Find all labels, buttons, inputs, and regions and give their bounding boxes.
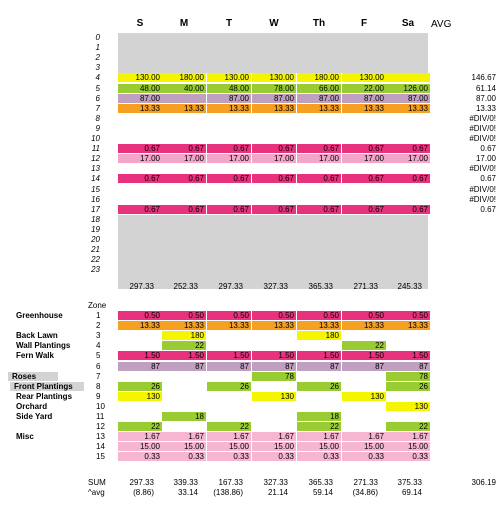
- row-number: 15: [91, 184, 100, 194]
- row-average: [440, 245, 498, 254]
- row-average: 0.67: [480, 204, 496, 214]
- delta-avg-value: 59.14: [312, 488, 333, 497]
- zone-cell[interactable]: 0.33: [252, 452, 296, 461]
- sum-value: 339.33: [173, 478, 198, 487]
- zone-label: Wall Plantings: [16, 341, 71, 351]
- zone-cell[interactable]: 0.50: [386, 311, 430, 320]
- value-cell[interactable]: 87.00: [118, 94, 162, 103]
- value-cell[interactable]: 13.33: [207, 104, 251, 113]
- row-number: 4: [95, 73, 100, 83]
- zone-cell[interactable]: 78: [386, 372, 430, 381]
- zone-cell[interactable]: 1.67: [297, 432, 341, 441]
- value-cell[interactable]: 0.67: [162, 205, 206, 214]
- zone-number: 15: [96, 452, 105, 462]
- value-cell[interactable]: 0.67: [342, 144, 386, 153]
- value-cell[interactable]: 17.00: [252, 154, 296, 163]
- row-average: 0.67: [480, 174, 496, 184]
- value-cell[interactable]: 13.33: [162, 104, 206, 113]
- delta-avg-value: 69.14: [401, 488, 422, 497]
- zone-cell[interactable]: 0.33: [207, 452, 251, 461]
- row-number: 21: [91, 245, 100, 255]
- delta-avg-value: 33.14: [177, 488, 198, 497]
- column-total: 365.33: [308, 282, 333, 291]
- row-number: 16: [91, 194, 100, 204]
- zone-cell[interactable]: 87: [118, 362, 162, 371]
- zone-number: 4: [96, 341, 101, 351]
- zone-cell[interactable]: 0.50: [118, 311, 162, 320]
- sum-value: 167.33: [218, 478, 243, 487]
- zone-cell[interactable]: 1.50: [207, 351, 251, 360]
- value-cell[interactable]: 40.00: [162, 84, 206, 93]
- value-cell[interactable]: 130.00: [118, 73, 162, 82]
- sum-value: 365.33: [308, 478, 333, 487]
- row-average: [440, 265, 498, 274]
- zone-number: 9: [96, 391, 101, 401]
- value-cell[interactable]: 13.33: [118, 104, 162, 113]
- row-number: 10: [91, 134, 100, 143]
- zone-number: 5: [96, 351, 101, 361]
- value-cell[interactable]: 87.00: [386, 94, 430, 103]
- zone-cell[interactable]: 15.00: [252, 442, 296, 451]
- value-cell[interactable]: 87.00: [342, 94, 386, 103]
- day-header-w: W: [269, 18, 279, 29]
- zone-number: 13: [96, 432, 105, 442]
- value-cell[interactable]: 48.00: [207, 84, 251, 93]
- delta-avg-value: (138.86): [213, 488, 243, 497]
- value-cell[interactable]: 0.67: [118, 144, 162, 153]
- zone-number: 3: [96, 331, 101, 341]
- value-cell[interactable]: 0.67: [207, 174, 251, 183]
- delta-avg-label: ^avg: [88, 488, 105, 497]
- zone-cell[interactable]: 1.50: [342, 351, 386, 360]
- value-cell[interactable]: 13.33: [252, 104, 296, 113]
- zone-cell[interactable]: 13.33: [162, 321, 206, 330]
- row-number: 5: [95, 83, 100, 93]
- zone-cell[interactable]: 22: [342, 341, 386, 350]
- zone-header: Zone: [88, 301, 107, 310]
- zone-cell[interactable]: 87: [252, 362, 296, 371]
- row-number: 9: [95, 123, 100, 133]
- day-header-th: Th: [312, 18, 326, 29]
- zone-cell[interactable]: 87: [207, 362, 251, 371]
- value-cell[interactable]: 130.00: [342, 73, 386, 82]
- zone-label: Orchard: [16, 401, 48, 411]
- row-number: 0: [95, 33, 100, 42]
- zone-cell[interactable]: 1.67: [207, 432, 251, 441]
- zone-cell[interactable]: 1.67: [162, 432, 206, 441]
- row-average: #DIV/0!: [469, 113, 496, 123]
- value-cell[interactable]: 87.00: [297, 94, 341, 103]
- zone-number: 1: [96, 311, 101, 320]
- column-total: 271.33: [353, 282, 378, 291]
- zone-label: Side Yard: [16, 412, 53, 421]
- zone-cell[interactable]: 78: [252, 372, 296, 381]
- zone-label: Greenhouse: [16, 311, 63, 320]
- value-cell[interactable]: 17.00: [297, 154, 341, 163]
- value-cell[interactable]: 17.00: [118, 154, 162, 163]
- row-number: 17: [91, 204, 100, 214]
- zone-label: Front Plantings: [10, 382, 84, 391]
- row-average: [440, 33, 498, 42]
- zone-cell[interactable]: 87: [386, 362, 430, 371]
- value-cell[interactable]: 0.67: [118, 174, 162, 183]
- value-cell[interactable]: 0.67: [207, 144, 251, 153]
- column-total: 297.33: [129, 282, 154, 291]
- row-number: 19: [91, 224, 100, 234]
- zone-cell[interactable]: 26: [118, 382, 162, 391]
- zone-cell[interactable]: 180: [162, 331, 206, 340]
- zone-cell[interactable]: 22: [118, 422, 162, 431]
- zone-cell[interactable]: 180: [297, 331, 341, 340]
- zone-cell[interactable]: 130: [342, 392, 386, 401]
- value-cell[interactable]: 0.67: [297, 144, 341, 153]
- value-cell[interactable]: 0.67: [342, 205, 386, 214]
- zone-cell[interactable]: 0.33: [297, 452, 341, 461]
- row-average: [440, 215, 498, 224]
- row-average: 0.67: [480, 144, 496, 154]
- zone-cell[interactable]: 15.00: [342, 442, 386, 451]
- zone-cell[interactable]: 0.50: [297, 311, 341, 320]
- zone-cell[interactable]: 130: [252, 392, 296, 401]
- sum-label: SUM: [88, 478, 106, 487]
- value-cell[interactable]: 0.67: [342, 174, 386, 183]
- row-average: [440, 255, 498, 264]
- zone-cell[interactable]: 0.50: [342, 311, 386, 320]
- zone-cell[interactable]: 87: [297, 362, 341, 371]
- sum-average: 306.19: [471, 478, 496, 487]
- value-cell[interactable]: 126.00: [386, 84, 430, 93]
- zone-cell[interactable]: 15.00: [162, 442, 206, 451]
- zone-cell[interactable]: 15.00: [207, 442, 251, 451]
- value-cell[interactable]: 130.00: [207, 73, 251, 82]
- zone-cell[interactable]: 130: [386, 402, 430, 411]
- column-total: 252.33: [173, 282, 198, 291]
- row-number: 6: [95, 93, 100, 103]
- zone-number: 10: [96, 401, 105, 411]
- column-total: 297.33: [218, 282, 243, 291]
- value-cell[interactable]: 0.67: [162, 174, 206, 183]
- delta-avg-value: (8.86): [133, 488, 154, 497]
- value-cell[interactable]: 0.67: [386, 144, 430, 153]
- zone-cell[interactable]: 0.50: [252, 311, 296, 320]
- zone-number: 12: [96, 422, 105, 432]
- row-number: 18: [91, 214, 100, 224]
- sum-value: 327.33: [263, 478, 288, 487]
- day-header-t: T: [225, 18, 233, 29]
- row-number: 20: [91, 235, 100, 244]
- row-number: 1: [95, 43, 100, 53]
- zone-cell[interactable]: 13.33: [118, 321, 162, 330]
- value-cell[interactable]: 0.67: [118, 205, 162, 214]
- zone-label: Roses: [8, 372, 58, 381]
- sum-value: 297.33: [129, 478, 154, 487]
- zone-cell[interactable]: 15.00: [297, 442, 341, 451]
- zone-cell[interactable]: 22: [207, 422, 251, 431]
- day-header-f: F: [360, 18, 368, 29]
- gray-block-top: [118, 33, 428, 73]
- row-average: 17.00: [475, 154, 496, 164]
- value-cell[interactable]: 0.67: [162, 144, 206, 153]
- row-number: 23: [91, 265, 100, 275]
- zone-cell[interactable]: 26: [386, 382, 430, 391]
- zone-cell[interactable]: 0.33: [118, 452, 162, 461]
- zone-cell[interactable]: 22: [386, 422, 430, 431]
- zone-cell[interactable]: 13.33: [207, 321, 251, 330]
- zone-cell[interactable]: 1.50: [297, 351, 341, 360]
- value-cell[interactable]: 0.67: [386, 205, 430, 214]
- zone-cell[interactable]: 26: [297, 382, 341, 391]
- zone-label: Fern Walk: [16, 351, 54, 361]
- value-cell[interactable]: 17.00: [162, 154, 206, 163]
- gray-block-bottom: [118, 215, 428, 290]
- zone-cell[interactable]: 0.33: [342, 452, 386, 461]
- row-number: 22: [91, 255, 100, 265]
- day-header-s: S: [136, 18, 144, 29]
- zone-cell[interactable]: 22: [162, 341, 206, 350]
- value-cell[interactable]: 180.00: [162, 73, 206, 82]
- value-cell[interactable]: 0.67: [252, 205, 296, 214]
- column-total: 327.33: [263, 282, 288, 291]
- row-number: 13: [91, 164, 100, 174]
- row-number: 7: [95, 103, 100, 113]
- value-cell[interactable]: 87.00: [252, 94, 296, 103]
- row-average: 87.00: [475, 93, 496, 103]
- row-average: [440, 63, 498, 72]
- zone-cell[interactable]: 0.33: [386, 452, 430, 461]
- zone-cell[interactable]: 22: [297, 422, 341, 431]
- zone-number: 11: [96, 412, 105, 421]
- zone-cell[interactable]: 1.50: [118, 351, 162, 360]
- value-cell[interactable]: 78.00: [252, 84, 296, 93]
- value-cell[interactable]: 0.67: [252, 144, 296, 153]
- day-header-sa: Sa: [401, 18, 415, 29]
- zone-cell[interactable]: 13.33: [297, 321, 341, 330]
- value-cell[interactable]: 17.00: [207, 154, 251, 163]
- value-cell[interactable]: 0.67: [297, 174, 341, 183]
- zone-number: 8: [96, 381, 101, 391]
- value-cell[interactable]: [162, 94, 206, 103]
- zone-cell[interactable]: 1.50: [162, 351, 206, 360]
- zone-cell[interactable]: 87: [162, 362, 206, 371]
- value-cell[interactable]: 87.00: [207, 94, 251, 103]
- row-average: 61.14: [475, 83, 496, 93]
- zone-cell[interactable]: 1.67: [342, 432, 386, 441]
- delta-avg-value: 21.14: [267, 488, 288, 497]
- zone-cell[interactable]: 1.67: [386, 432, 430, 441]
- zone-cell[interactable]: 1.50: [252, 351, 296, 360]
- row-average: #DIV/0!: [469, 184, 496, 194]
- row-number: 8: [95, 113, 100, 123]
- value-cell[interactable]: 130.00: [252, 73, 296, 82]
- value-cell[interactable]: 0.67: [252, 174, 296, 183]
- zone-cell[interactable]: 130: [118, 392, 162, 401]
- zone-number: 2: [96, 321, 101, 331]
- zone-cell[interactable]: 13.33: [252, 321, 296, 330]
- row-average: #DIV/0!: [469, 194, 496, 204]
- row-average: #DIV/0!: [469, 123, 496, 133]
- row-number: 3: [95, 63, 100, 73]
- zone-cell[interactable]: 87: [342, 362, 386, 371]
- zone-cell[interactable]: 26: [207, 382, 251, 391]
- day-header-m: M: [179, 18, 189, 29]
- value-cell[interactable]: 13.33: [297, 104, 341, 113]
- sum-value: 375.33: [397, 478, 422, 487]
- zone-cell[interactable]: 0.33: [162, 452, 206, 461]
- row-average: 13.33: [475, 103, 496, 113]
- row-average: #DIV/0!: [469, 134, 496, 143]
- value-cell[interactable]: 17.00: [342, 154, 386, 163]
- avg-header: AVG: [431, 19, 452, 30]
- zone-cell[interactable]: 1.67: [118, 432, 162, 441]
- value-cell[interactable]: 48.00: [118, 84, 162, 93]
- zone-cell[interactable]: 18: [162, 412, 206, 421]
- zone-cell[interactable]: 15.00: [386, 442, 430, 451]
- value-cell[interactable]: 0.67: [297, 205, 341, 214]
- zone-cell[interactable]: 15.00: [118, 442, 162, 451]
- value-cell[interactable]: 0.67: [386, 174, 430, 183]
- row-average: [440, 43, 498, 52]
- zone-number: 14: [96, 442, 105, 452]
- zone-number: 7: [96, 371, 101, 381]
- row-number: 11: [91, 144, 100, 154]
- column-total: 245.33: [397, 282, 422, 291]
- value-cell[interactable]: 13.33: [386, 104, 430, 113]
- zone-cell[interactable]: 1.67: [252, 432, 296, 441]
- value-cell[interactable]: 22.00: [342, 84, 386, 93]
- zone-label: Misc: [16, 432, 34, 442]
- row-number: 14: [91, 174, 100, 184]
- zone-cell[interactable]: 0.50: [162, 311, 206, 320]
- row-average: [440, 53, 498, 62]
- zone-cell[interactable]: 13.33: [386, 321, 430, 330]
- row-number: 2: [95, 53, 100, 63]
- value-cell[interactable]: 17.00: [386, 154, 430, 163]
- row-average: [440, 235, 498, 244]
- value-cell[interactable]: 0.67: [207, 205, 251, 214]
- sum-value: 271.33: [353, 478, 378, 487]
- row-number: 12: [91, 154, 100, 164]
- zone-label: Rear Plantings: [16, 391, 73, 401]
- delta-avg-value: (34.86): [352, 488, 378, 497]
- value-cell[interactable]: 66.00: [297, 84, 341, 93]
- value-cell[interactable]: [386, 73, 430, 82]
- zone-label: Back Lawn: [16, 331, 58, 341]
- zone-cell[interactable]: 0.50: [207, 311, 251, 320]
- row-average: #DIV/0!: [469, 164, 496, 174]
- value-cell[interactable]: 13.33: [342, 104, 386, 113]
- row-average: 146.67: [471, 73, 496, 83]
- value-cell[interactable]: 180.00: [297, 73, 341, 82]
- row-average: [440, 225, 498, 234]
- zone-number: 6: [96, 361, 101, 371]
- zone-cell[interactable]: 1.50: [386, 351, 430, 360]
- zone-cell[interactable]: 18: [297, 412, 341, 421]
- zone-cell[interactable]: 13.33: [342, 321, 386, 330]
